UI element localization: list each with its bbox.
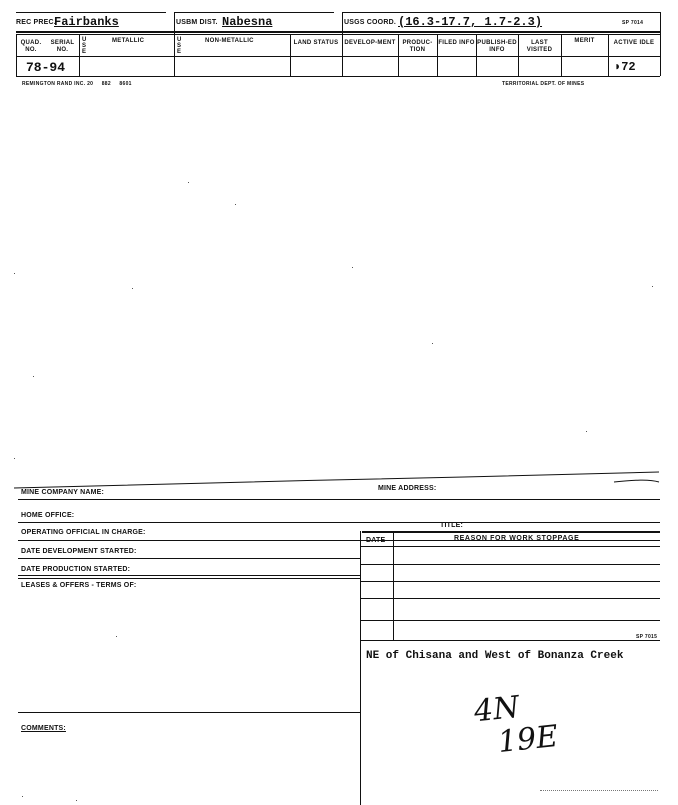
usgs-coord-label: USGS COORD. xyxy=(344,19,396,26)
col-merit: MERIT xyxy=(574,38,595,44)
quad-serial-value: 78-94 xyxy=(26,60,66,75)
col-non-metallic: NON-METALLIC xyxy=(205,38,254,44)
operating-official-label: OPERATING OFFICIAL IN CHARGE: xyxy=(21,529,146,536)
usbm-dist-label: USBM DIST. xyxy=(176,19,218,26)
form-number-top: SP 7014 xyxy=(622,20,644,26)
col-land-status: LAND STATUS xyxy=(293,40,339,46)
col-serial-no: SERIAL NO. xyxy=(50,40,75,53)
location-note: NE of Chisana and West of Bonanza Creek xyxy=(366,650,624,662)
col-use2-e: E xyxy=(177,49,182,55)
handwriting-range: 19E xyxy=(496,718,560,761)
form-number-bottom: SP 7015 xyxy=(636,634,658,640)
col-quad-no: QUAD. NO. xyxy=(20,40,42,53)
rec-prec-value: Fairbanks xyxy=(54,15,119,29)
title-label: TITLE: xyxy=(440,522,463,529)
usgs-coord-value: (16.3-17.7, 1.7-2.3) xyxy=(398,15,543,29)
col-metallic: METALLIC xyxy=(112,38,145,44)
handwriting-township: 4N xyxy=(472,689,522,730)
col-development: DEVELOP-MENT xyxy=(344,40,396,46)
date-col-header: DATE xyxy=(366,537,386,544)
col-last-visited: LAST VISITED xyxy=(526,40,553,53)
col-use2-u: U xyxy=(177,37,182,43)
col-published-info: PUBLISH-ED INFO xyxy=(477,40,517,53)
date-prod-started-label: DATE PRODUCTION STARTED: xyxy=(21,566,131,573)
col-use-e: E xyxy=(82,49,87,55)
comments-label: COMMENTS: xyxy=(21,725,66,732)
scan-smudge xyxy=(540,790,658,791)
col-use-u: U xyxy=(82,37,87,43)
rec-prec-label: REC PREC. xyxy=(16,19,56,26)
col-use2-s: S xyxy=(177,43,182,49)
home-office-label: HOME OFFICE: xyxy=(21,512,75,519)
mine-address-label: MINE ADDRESS: xyxy=(378,485,437,492)
col-filed-info: FILED INFO xyxy=(438,40,475,46)
active-idle-value: ◗72 xyxy=(614,60,636,74)
mine-company-label: MINE COMPANY NAME: xyxy=(21,489,105,496)
usbm-dist-value: Nabesna xyxy=(222,15,273,29)
date-dev-started-label: DATE DEVELOPMENT STARTED: xyxy=(21,548,137,555)
col-production: PRODUC-TION xyxy=(402,40,433,53)
printer-imprint: REMINGTON RAND INC. 20 882 8601 xyxy=(22,81,132,87)
col-use-s: S xyxy=(82,43,87,49)
leases-label: LEASES & OFFERS - TERMS OF: xyxy=(21,582,137,589)
card-edge xyxy=(14,460,664,490)
reason-col-header: REASON FOR WORK STOPPAGE xyxy=(454,535,580,542)
col-active-idle: ACTIVE IDLE xyxy=(613,40,655,46)
dept-imprint: TERRITORIAL DEPT. OF MINES xyxy=(502,81,585,87)
